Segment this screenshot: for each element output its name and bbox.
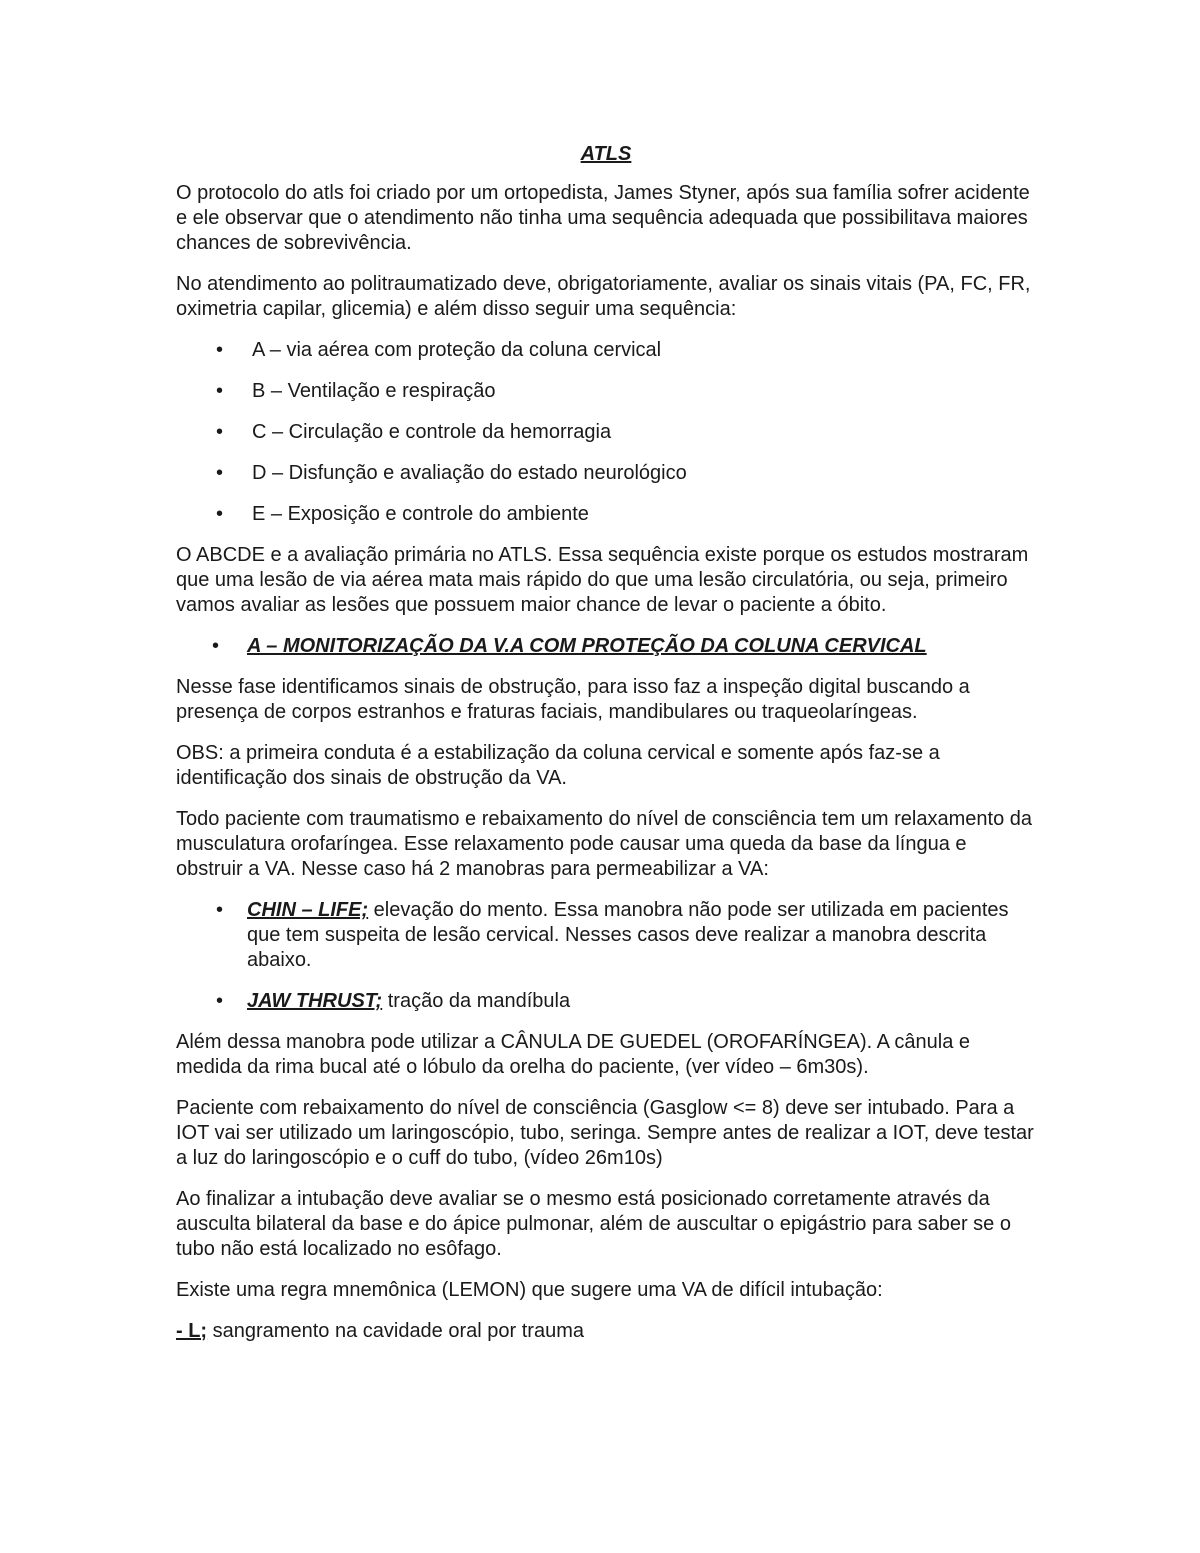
paragraph-vital-signs: No atendimento ao politraumatizado deve, obrigatoriamente, avaliar os sinais vitais (PA, FC, FR, oximetria capilar, glicemia) e além disso seguir uma sequência:: [176, 273, 1031, 320]
paragraph-consciousness: Todo paciente com traumatismo e rebaixamento do nível de consciência tem um relaxamento da musculatura orofaríngea. Esse relaxamento pode causar uma queda da base da língua e obstruir a VA. Nesse caso há 2 manobras para permeabilizar a VA:: [176, 808, 1033, 880]
list-item: • A – via aérea com proteção da coluna cervical: [176, 338, 1036, 363]
paragraph-lemon: Existe uma regra mnemônica (LEMON) que sugere uma VA de difícil intubação:: [176, 1279, 883, 1301]
document-title: ATLS: [580, 143, 632, 165]
paragraph-intubation: Paciente com rebaixamento do nível de consciência (Gasglow <= 8) deve ser intubado. Para a IOT vai ser utilizado um laringoscópio, tubo, seringa. Sempre antes de realizar a IOT, deve testar a luz do laringoscópio e o cuff do tubo, (vídeo 26m10s): [176, 1097, 1034, 1169]
maneuver-term: JAW THRUST;: [247, 990, 383, 1012]
list-item: [176, 989, 1036, 1014]
maneuver-desc: elevação do mento. Essa manobra não pode ser utilizada em pacientes que tem suspeita de lesão cervical. Nesses casos deve realizar a manobra descrita abaixo.: [247, 899, 1009, 971]
document-page: [176, 142, 1036, 1360]
section-heading-text: A – MONITORIZAÇÃO DA V.A COM PROTEÇÃO DA COLUNA CERVICAL: [247, 635, 927, 657]
list-item: • E – Exposição e controle do ambiente: [176, 502, 1036, 527]
paragraph-abcde-explanation: O ABCDE e a avaliação primária no ATLS. Essa sequência existe porque os estudos mostraram que uma lesão de via aérea mata mais rápido do que uma lesão circulatória, ou seja, primeiro vamos avaliar as lesões que possuem maior chance de levar o paciente a óbito.: [176, 544, 1029, 616]
list-item: • C – Circulação e controle da hemorragia: [176, 420, 1036, 445]
section-heading-a: [176, 634, 1036, 659]
maneuver-term: CHIN – LIFE;: [247, 899, 369, 921]
list-item: • B – Ventilação e respiração: [176, 379, 1036, 404]
abcde-list: [176, 338, 1036, 527]
lemon-l-desc: sangramento na cavidade oral por trauma: [207, 1320, 584, 1342]
paragraph-intro: O protocolo do atls foi criado por um ortopedista, James Styner, após sua família sofrer acidente e ele observar que o atendimento não tinha uma sequência adequada que possibilitava maiores chances de sobrevivência.: [176, 182, 1030, 254]
lemon-l-item: [176, 1319, 1036, 1344]
list-item: • D – Disfunção e avaliação do estado neurológico: [176, 461, 1036, 486]
maneuvers-list: [176, 898, 1036, 1014]
paragraph-guedel: Além dessa manobra pode utilizar a CÂNULA DE GUEDEL (OROFARÍNGEA). A cânula e medida da rima bucal até o lóbulo da orelha do paciente, (ver vídeo – 6m30s).: [176, 1031, 971, 1078]
list-item: [176, 898, 1036, 973]
paragraph-auscultation: Ao finalizar a intubação deve avaliar se o mesmo está posicionado corretamente através da ausculta bilateral da base e do ápice pulmonar, além de auscultar o epigástrio para saber se o tubo não está localizado no esôfago.: [176, 1188, 1011, 1260]
lemon-l-term: - L;: [176, 1320, 208, 1342]
maneuver-desc: tração da mandíbula: [382, 990, 571, 1012]
paragraph-obs: OBS: a primeira conduta é a estabilização da coluna cervical e somente após faz-se a identificação dos sinais de obstrução da VA.: [176, 742, 940, 789]
paragraph-obstruction: Nesse fase identificamos sinais de obstrução, para isso faz a inspeção digital buscando a presença de corpos estranhos e fraturas faciais, mandibulares ou traqueolaríngeas.: [176, 676, 970, 723]
